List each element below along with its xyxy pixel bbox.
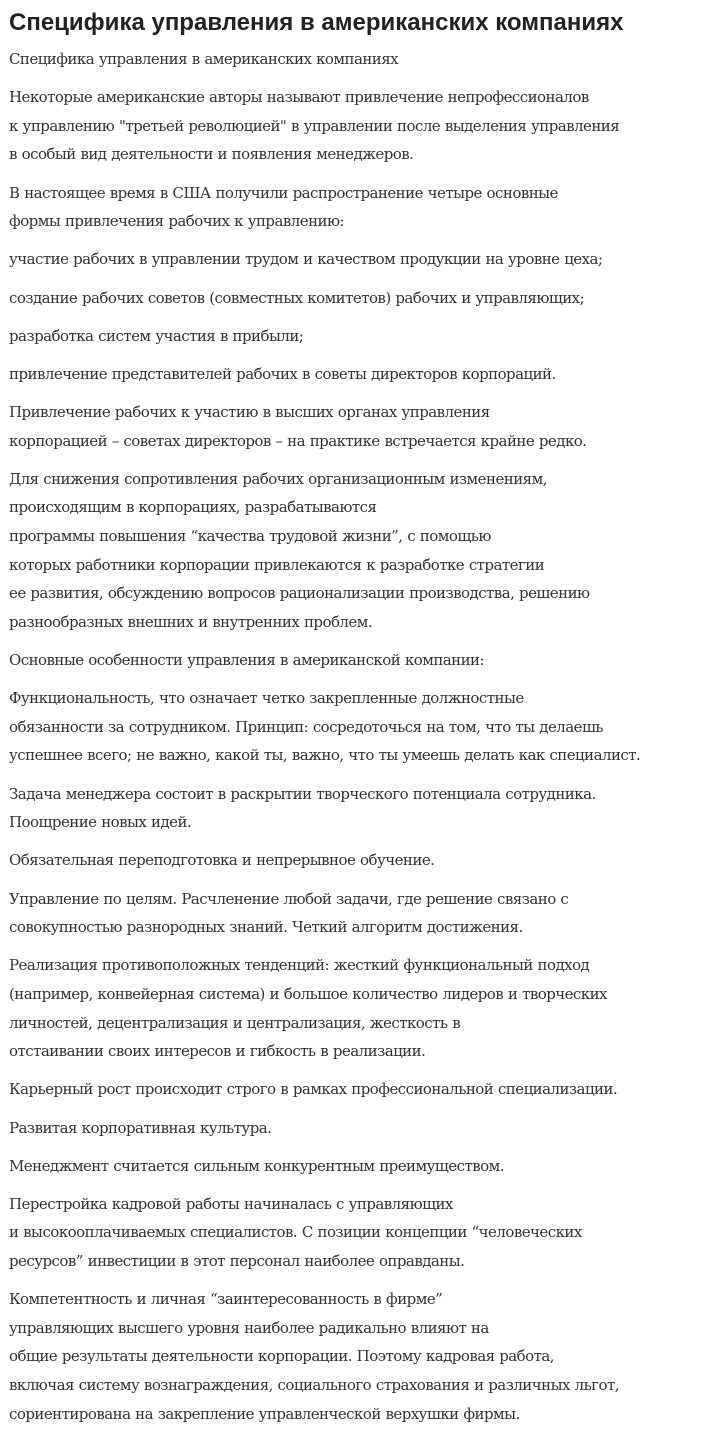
article-paragraph: Для снижения сопротивления рабочих организационным изменениям, происходящим в корпорациях, разрабатываются программы повышения “качества трудовой жизни”, с помощью которых работники корпорации привлекаются к разработке стратегии ее развития, обсуждению вопросов рационализации производства, решению разнообразных внешних и внутренних проблем. <box>9 469 590 631</box>
article-paragraph: Менеджмент считается сильным конкурентным преимуществом. <box>9 1156 504 1175</box>
article-paragraph: Основные особенности управления в американской компании: <box>9 651 485 670</box>
article-paragraph: участие рабочих в управлении трудом и качеством продукции на уровне цеха; <box>9 250 603 269</box>
article-paragraph: Развитая корпоративная культура. <box>9 1118 272 1137</box>
article-paragraph: Некоторые американские авторы называют привлечение непрофессионалов к управлению "третьей революцией" в управлении после выделения управления в особый вид деятельности и появления менеджеров. <box>9 88 620 164</box>
article-paragraph: Задача менеджера состоит в раскрытии творческого потенциала сотрудника. Поощрение новых идей. <box>9 784 596 832</box>
article-paragraph: создание рабочих советов (совместных комитетов) рабочих и управляющих; <box>9 288 585 307</box>
article-paragraph: Специфика управления в американских компаниях <box>9 50 399 68</box>
article-paragraph: В настоящее время в США получили распространение четыре основные формы привлечения рабочих к управлению: <box>9 183 558 231</box>
article-paragraph: Привлечение рабочих к участию в высших органах управления корпорацией – советах директоров – на практике встречается крайне редко. <box>9 403 587 450</box>
article-paragraph: Функциональность, что означает четко закрепленные должностные обязанности за сотрудником. Принцип: сосредоточься на том, что ты делаешь успешнее всего; не важно, какой ты, важно, что ты умеешь делать как специалист. <box>9 689 641 765</box>
article-paragraph: Обязательная переподготовка и непрерывное обучение. <box>9 851 435 870</box>
article-paragraph: Управление по целям. Расчленение любой задачи, где решение связано с совокупностью разнородных знаний. Четкий алгоритм достижения. <box>9 889 569 937</box>
article-paragraph: Карьерный рост происходит строго в рамках профессиональной специализации. <box>9 1080 618 1099</box>
article-paragraph: Реализация противоположных тенденций: жесткий функциональный подход (например, конвейерная система) и большое количество лидеров и творческих личностей, децентрализация и централизация, жесткость в отстаивании своих интересов и гибкость в реализации. <box>9 956 607 1061</box>
article-paragraph: Компетентность и личная “заинтересованность в фирме” управляющих высшего уровня наиболее радикально влияют на общие результаты деятельности корпорации. Поэтому кадровая работа, включая систему вознаграждения, социального страхования и различных льгот, сориентирована на закрепление управленческой верхушки фирмы. <box>9 1290 619 1423</box>
article-title: Специфика управления в американских компаниях <box>9 9 624 36</box>
article-paragraph: привлечение представителей рабочих в советы директоров корпораций. <box>9 364 556 383</box>
article-paragraph: разработка систем участия в прибыли; <box>9 326 304 345</box>
article-paragraph: Перестройка кадровой работы начиналась с управляющих и высокооплачиваемых специалистов. С позиции концепции “человеческих ресурсов” инвестиции в этот персонал наиболее оправданы. <box>9 1194 582 1271</box>
